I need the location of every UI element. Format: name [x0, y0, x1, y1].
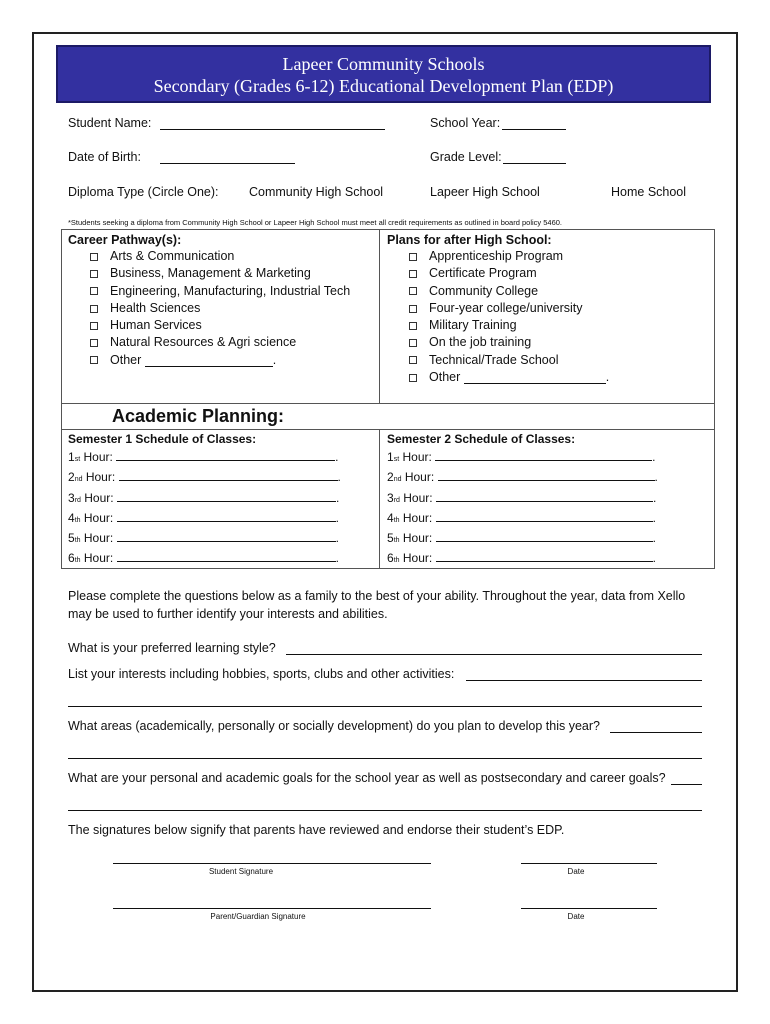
answer-goals[interactable] — [671, 784, 702, 785]
career-item[interactable]: Health Sciences — [65, 300, 350, 317]
plans-item[interactable]: Technical/Trade School — [384, 352, 609, 369]
hour-field[interactable] — [117, 529, 336, 542]
plans-item[interactable]: Four-year college/university — [384, 300, 609, 317]
career-pathway-title: Career Pathway(s): — [68, 233, 182, 247]
header-title: Lapeer Community Schools — [282, 54, 485, 74]
question-interests: List your interests including hobbies, sports, clubs and other activities: — [68, 667, 455, 681]
plans-item[interactable]: Community College — [384, 283, 609, 300]
checkbox-icon[interactable] — [409, 356, 417, 364]
semester1-hour-row: 4 th Hour: . — [68, 510, 339, 525]
semester2-hour-row: 1 st Hour: . — [387, 450, 656, 464]
career-pathway-list — [65, 248, 350, 369]
answer-interests-line2[interactable] — [68, 706, 702, 707]
semester2-hour-row: 5 th Hour: . — [387, 531, 656, 546]
answer-development-line2[interactable] — [68, 758, 702, 759]
hour-field[interactable] — [436, 489, 653, 502]
semester1-hour-row: 6 th Hour: . — [68, 551, 339, 566]
checkbox-icon[interactable] — [409, 287, 417, 295]
student-name-field[interactable] — [160, 129, 385, 130]
checkbox-icon[interactable] — [90, 270, 98, 278]
career-item[interactable]: Natural Resources & Agri science — [65, 334, 350, 351]
semester1-hour-row: 5 th Hour: . — [68, 531, 339, 546]
semester1-hour-row: 3 rd Hour: . — [68, 490, 340, 505]
semester1-hours — [68, 448, 341, 570]
semester1-hour-row: 1 st Hour: . — [68, 450, 339, 464]
hour-field[interactable] — [117, 509, 336, 522]
semester1-title: Semester 1 Schedule of Classes: — [68, 432, 257, 446]
hour-field[interactable] — [119, 468, 338, 481]
hour-field[interactable] — [436, 529, 653, 542]
student-name-label: Student Name: — [68, 116, 152, 130]
career-item[interactable]: Arts & Communication — [65, 248, 350, 265]
grade-level-field[interactable] — [503, 163, 566, 164]
checkbox-icon[interactable] — [409, 374, 417, 382]
date2-label: Date — [567, 912, 585, 921]
parent-signature-label: Parent/Guardian Signature — [210, 912, 306, 921]
checkbox-icon[interactable] — [409, 339, 417, 347]
plans-item[interactable]: Military Training — [384, 317, 609, 334]
semester2-title: Semester 2 Schedule of Classes: — [387, 432, 576, 446]
header-subtitle: Secondary (Grades 6-12) Educational Development Plan (EDP) — [153, 76, 614, 96]
student-signature-field[interactable] — [113, 863, 431, 864]
student-signature-label: Student Signature — [208, 867, 274, 876]
checkbox-icon[interactable] — [409, 322, 417, 330]
diploma-type-label: Diploma Type (Circle One): — [68, 185, 219, 199]
dob-label: Date of Birth: — [68, 150, 141, 164]
hour-field[interactable] — [116, 448, 335, 461]
table-divider-top — [379, 229, 380, 404]
checkbox-icon[interactable] — [90, 322, 98, 330]
diploma-option-community[interactable]: Community High School — [249, 185, 384, 199]
table-rule-2 — [61, 429, 715, 430]
answer-goals-line2[interactable] — [68, 810, 702, 811]
question-development: What areas (academically, personally or socially development) do you plan to develop this year? — [68, 719, 600, 733]
checkbox-icon[interactable] — [90, 356, 98, 364]
hour-field[interactable] — [436, 509, 653, 522]
hour-field[interactable] — [117, 489, 336, 502]
plans-item[interactable]: On the job training — [384, 334, 609, 351]
career-item[interactable]: Engineering, Manufacturing, Industrial Tech — [65, 283, 350, 300]
hour-field[interactable] — [438, 468, 655, 481]
form-header — [56, 45, 711, 103]
grade-level-label: Grade Level: — [430, 150, 502, 164]
plans-item[interactable]: Apprenticeship Program — [384, 248, 609, 265]
semester1-hour-row: 2 nd Hour: . — [68, 470, 341, 485]
career-other-field[interactable] — [145, 354, 273, 367]
career-item[interactable]: Business, Management & Marketing — [65, 265, 350, 282]
table-rule-1 — [61, 403, 715, 404]
answer-development[interactable] — [610, 732, 702, 733]
signature-note: The signatures below signify that parents have reviewed and endorse their student’s EDP. — [68, 823, 565, 837]
semester2-hours — [387, 448, 658, 570]
semester2-hour-row: 4 th Hour: . — [387, 510, 656, 525]
checkbox-icon[interactable] — [90, 287, 98, 295]
school-year-label: School Year: — [430, 116, 501, 130]
semester2-hour-row: 3 rd Hour: . — [387, 490, 657, 505]
checkbox-icon[interactable] — [409, 305, 417, 313]
credit-note: *Students seeking a diploma from Community High School or Lapeer High School must meet all credit requirements as outlined in board policy 5460. — [68, 218, 563, 227]
academic-planning-title: Academic Planning: — [112, 406, 285, 426]
plans-item[interactable]: Certificate Program — [384, 265, 609, 282]
question-goals: What are your personal and academic goals for the school year as well as postsecondary and career goals? — [68, 771, 666, 785]
table-divider-bottom — [379, 429, 380, 569]
checkbox-icon[interactable] — [409, 270, 417, 278]
plans-list — [384, 248, 609, 386]
answer-interests[interactable] — [466, 680, 702, 681]
career-item[interactable]: Human Services — [65, 317, 350, 334]
parent-signature-field[interactable] — [113, 908, 431, 909]
dob-field[interactable] — [160, 163, 295, 164]
hour-field[interactable] — [436, 549, 653, 562]
plans-other-field[interactable] — [464, 371, 606, 384]
checkbox-icon[interactable] — [90, 253, 98, 261]
semester2-hour-row: 2 nd Hour: . — [387, 470, 658, 485]
diploma-option-home[interactable]: Home School — [611, 185, 687, 199]
date1-field[interactable] — [521, 863, 657, 864]
career-item-other[interactable]: Other . — [65, 352, 350, 369]
question-learning-style: What is your preferred learning style? — [68, 641, 276, 655]
plans-item-other[interactable]: Other . — [384, 369, 609, 386]
hour-field[interactable] — [117, 549, 336, 562]
semester2-hour-row: 6 th Hour: . — [387, 551, 656, 566]
date2-field[interactable] — [521, 908, 657, 909]
date1-label: Date — [567, 867, 585, 876]
plans-title: Plans for after High School: — [387, 233, 552, 247]
checkbox-icon[interactable] — [90, 305, 98, 313]
checkbox-icon[interactable] — [409, 253, 417, 261]
hour-field[interactable] — [435, 448, 652, 461]
checkbox-icon[interactable] — [90, 339, 98, 347]
diploma-option-lapeer[interactable]: Lapeer High School — [430, 185, 540, 199]
answer-learning-style[interactable] — [286, 654, 702, 655]
school-year-field[interactable] — [502, 129, 566, 130]
intro-paragraph: Please complete the questions below as a family to the best of your ability. Throughout the year, data from Xello may be used to further identify your interests and abilities. — [68, 589, 686, 621]
